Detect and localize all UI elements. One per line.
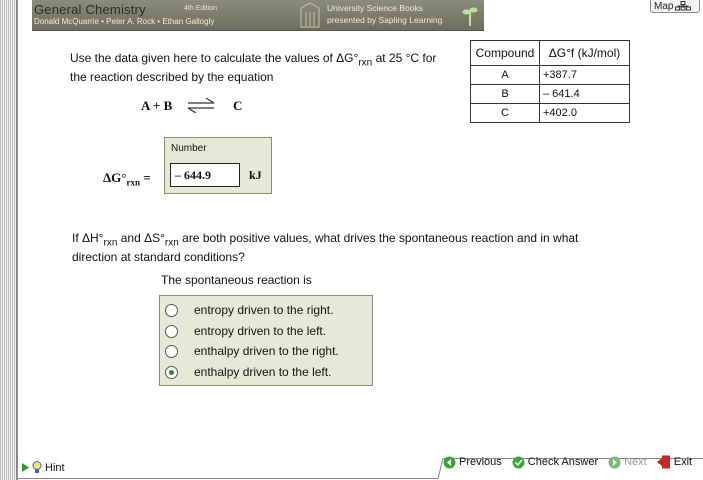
checkmark-icon (512, 456, 525, 469)
course-banner (32, 0, 484, 31)
publisher-logo-icon (300, 2, 320, 28)
previous-button[interactable]: Previous (443, 456, 502, 469)
publisher-presented-by: presented by Sapling Learning (327, 15, 443, 25)
hint-label: Hint (45, 461, 65, 474)
question-text: If $\Delta H^\circ_{rxn}$ and $\Delta S^\circ_{rxn}$ are both positive values, what drives the spontaneous reaction and in what direction at standard conditions? (72, 231, 579, 265)
exit-door-icon (657, 455, 671, 469)
numeric-answer-box (164, 137, 272, 194)
option-entropy-left[interactable]: entropy driven to the left. (165, 322, 326, 340)
radio-button[interactable] (165, 345, 178, 358)
spontaneous-label: The spontaneous reaction is (161, 273, 312, 287)
equation-product: C (233, 98, 243, 113)
map-label: Map (654, 0, 674, 12)
number-label: Number (171, 143, 207, 154)
equilibrium-arrow-icon (186, 97, 216, 113)
previous-arrow-icon (443, 456, 456, 469)
answer-input[interactable]: – 644.9 (170, 163, 240, 187)
exit-button[interactable]: Exit (657, 455, 692, 469)
table-row: A +387.7 (471, 66, 630, 85)
table-row: B – 641.4 (471, 85, 630, 104)
expand-arrow-icon (22, 463, 29, 472)
option-entropy-right[interactable]: entropy driven to the right. (165, 301, 333, 319)
table-header-compound: Compound (471, 41, 540, 66)
course-authors: Donald McQuarrie • Peter A. Rock • Ethan Gallogly (34, 17, 215, 26)
lightbulb-icon (32, 461, 42, 474)
option-enthalpy-right[interactable]: enthalpy driven to the right. (165, 342, 339, 360)
map-icon (675, 1, 691, 11)
problem-prompt: Use the data given here to calculate the values of $\Delta G^\circ_{rxn}$ at 25 °C for the reaction described by the equation (70, 51, 437, 85)
publisher-name: University Science Books (327, 3, 423, 13)
table-header-dgf: ΔG°f (kJ/mol) (540, 41, 630, 66)
left-scroll-border (0, 0, 18, 480)
radio-button[interactable] (165, 325, 178, 338)
course-title: General Chemistry (34, 2, 146, 17)
thermo-data-table (470, 40, 630, 123)
answer-options (159, 295, 373, 386)
navigation-bar (437, 452, 703, 472)
delta-g-label: $\Delta G^\circ_{rxn}$ = (103, 170, 151, 188)
course-edition: 4th Edition (184, 5, 218, 12)
radio-button[interactable] (165, 304, 178, 317)
next-arrow-icon (608, 456, 621, 469)
equation-reactants: A + B (141, 98, 173, 113)
option-enthalpy-left[interactable]: enthalpy driven to the left. (165, 363, 331, 381)
sprout-logo-icon (462, 4, 478, 26)
check-answer-button[interactable]: Check Answer (512, 456, 598, 469)
answer-unit: kJ (249, 168, 262, 182)
hint-button[interactable] (22, 461, 65, 474)
next-button[interactable]: Next (608, 456, 647, 469)
map-button[interactable] (650, 0, 700, 13)
radio-button-selected[interactable] (165, 366, 178, 379)
table-row: C +402.0 (471, 104, 630, 123)
